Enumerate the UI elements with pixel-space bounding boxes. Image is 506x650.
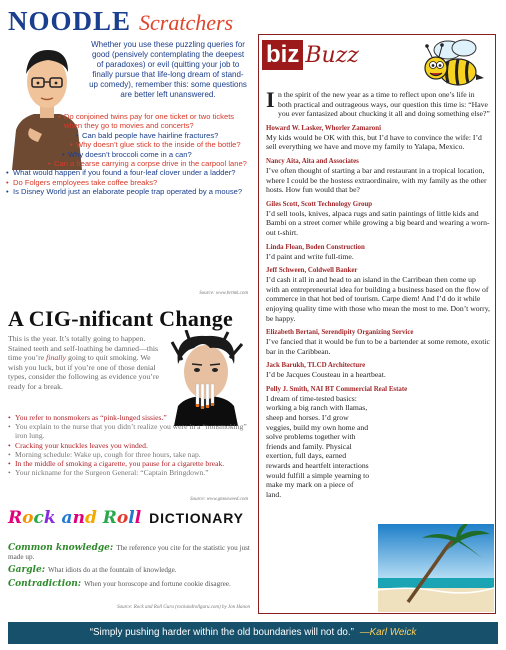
list-item: • Cracking your knuckles leaves you winded. [8, 440, 148, 450]
response-text: I dream of time-tested basics: working a big ranch with llamas, sheep and horses. I’d grow veggies, build my own home and solve problems together with friends and family. Physical exertion, full days, earned rewards and heartfelt interactions would fulfill a simple yearning to make my mark on a piece of land. [266, 393, 370, 499]
list-item: • Do Folgers employees take coffee breaks? [6, 177, 158, 187]
list-item: • Your nickname for the Surgeon General: “Captain Bringdown.” [8, 468, 209, 478]
buzz-title-word: Buzz [305, 42, 359, 68]
biz-response [266, 385, 490, 500]
rock-dictionary-entries [8, 544, 253, 593]
list-item: • You refer to nonsmokers as “pink-lunged sissies.” [8, 413, 167, 422]
dictionary-entry [8, 580, 253, 589]
list-item: • Morning schedule: Wake up, cough for three hours, take nap. [8, 449, 201, 459]
biz-response [266, 243, 490, 262]
biz-response [266, 266, 490, 323]
respondent-name: Nancy Aita, Aita and Associates [266, 157, 359, 165]
list-item: • You explain to the nurse that you didn’t realize you were in a “nonsmoking” iron lung. [8, 422, 247, 441]
response-text: I’d paint and write full-time. [266, 251, 354, 261]
noodle-question-list [6, 112, 250, 197]
noodle-title-script: Scratchers [139, 10, 234, 35]
response-text: I’d cash it all in and head to an island in the Carribean then come up with an entrepreneurial idea for building a business based on the flow of commerce in that hot bed of tourism. Carpe diem! And I’d do it while enjoying quality time with those who mean the most to me. Don’t worry, be happy. [266, 275, 490, 323]
biz-response [266, 328, 490, 356]
dictionary-term: Common knowledge: [8, 543, 114, 553]
biz-response [266, 361, 490, 380]
biz-response [266, 124, 490, 152]
quote-banner [8, 622, 498, 644]
list-item: • Why doesn’t glue stick to the inside of the bottle? [70, 140, 241, 150]
biz-intro [266, 87, 490, 119]
rock-title-script: Rock and Roll [8, 508, 142, 528]
response-text: My kids would be OK with this, but I’d have to convince the wife: I’d sell everything we have and move my family to Yalapa, Mexico. [266, 132, 482, 152]
respondent-name: Jack Barukh, TLCD Architecture [266, 362, 366, 370]
dictionary-definition: When your horoscope and fortune cookie disagree. [84, 579, 231, 588]
list-item: • Can bald people have hairline fractures? [76, 130, 219, 140]
biz-buzz-content [266, 87, 490, 504]
list-item: • What would happen if you found a four-leaf clover under a ladder? [6, 168, 236, 178]
cig-intro: This is the year. It’s totally going to happen. Stained teeth and self-loathing be damned—this time you’re finally going to quit smoking. We wish you luck, but if you’re one of those denial types, consider the following as evidence you’re ready for a break. [8, 334, 159, 391]
bee-cartoon [418, 36, 492, 94]
rock-source: Source: Rock and Roll Guru (rockandrollguru.com) by Jon Hanon [117, 605, 250, 610]
respondent-name: Linda Floan, Boden Construction [266, 243, 365, 251]
smoker-photo [164, 330, 248, 426]
beach-palm-photo [378, 524, 494, 612]
list-item: • Why doesn’t broccoli come in a can? [62, 149, 192, 159]
biz-response [266, 157, 490, 195]
list-item: • Can a hearse carrying a corpse drive in the carpool lane? [48, 159, 247, 169]
noodle-intro: Whether you use these puzzling queries for good (pensively contemplating the deepest of paradoxes) or evil (quitting your job to finally pursue that life-long dream of stand-up comedy), remember this: some questions are better left unanswered. [89, 40, 247, 99]
noodle-scratchers-title [8, 6, 258, 40]
list-item: • Do conjoined twins pay for one ticket or two tickets when they go to movies and concerts? [58, 112, 235, 131]
dictionary-definition: What idiots do at the fountain of knowledge. [48, 566, 177, 575]
dictionary-term: Gargle: [8, 565, 46, 576]
response-text: I’d sell tools, knives, alpaca rugs and satin paintings of little kids and Bambi on a street corner while growing a big beard and wearing a worn-out t-shirt. [266, 208, 490, 237]
dictionary-entry [8, 544, 253, 562]
quote-author: —Karl Weick [359, 627, 417, 638]
cig-title: A CIG-nificant Change [8, 306, 234, 331]
respondent-name: Elizabeth Bertani, Serendipity Organizing Service [266, 329, 414, 337]
rock-and-roll-title [8, 508, 253, 542]
dictionary-term: Contradiction: [8, 578, 82, 589]
respondent-name: Polly J. Smith, NAI BT Commercial Real Estate [266, 385, 408, 393]
biz-buzz-title [262, 40, 412, 80]
biz-intro-text: n the spirit of the new year as a time to reflect upon one’s life in both practical and outrageous ways, our question this time is: “Have you ever fantasized about chucking it all and doing something else?” [278, 90, 490, 119]
biz-response [266, 200, 490, 238]
cig-evidence-list [8, 413, 250, 477]
list-item: • Is Disney World just an elaborate people trap operated by a mouse? [6, 187, 243, 197]
response-text: I’ve fancied that it would be fun to be a bartender at some remote, exotic bar in the Caribbean. [266, 337, 490, 356]
response-text: I’d be Jacques Cousteau in a heartbeat. [266, 370, 386, 380]
quote-text: “Simply pushing harder within the old boundaries will not do.” [89, 627, 354, 638]
cig-source: Source: www.gmosweed.com [190, 497, 248, 502]
respondent-name: Jeff Schween, Coldwell Banker [266, 267, 358, 275]
drop-cap: I [266, 87, 275, 112]
rock-title-dictionary: DICTIONARY [149, 510, 244, 526]
biz-title-word: biz [262, 40, 303, 70]
dictionary-definition: The reference you cite for the statistic you just made up. [8, 544, 250, 562]
noodle-source: Source: www.brtmk.com [199, 291, 248, 296]
respondent-name: Giles Scott, Scott Technology Group [266, 200, 373, 208]
response-text: I’ve often thought of starting a bar and restaurant in a tropical location, where I could be the hostess extraordinaire, with my family as the other hosts. How fun would that be? [266, 165, 487, 195]
respondent-name: Howard W. Lasker, Whorler Zamaroni [266, 124, 381, 132]
dictionary-entry [8, 566, 253, 575]
list-item: • In the middle of smoking a cigarette, you pause for a cigarette break. [8, 459, 225, 469]
noodle-title-word: NOODLE [8, 6, 132, 36]
